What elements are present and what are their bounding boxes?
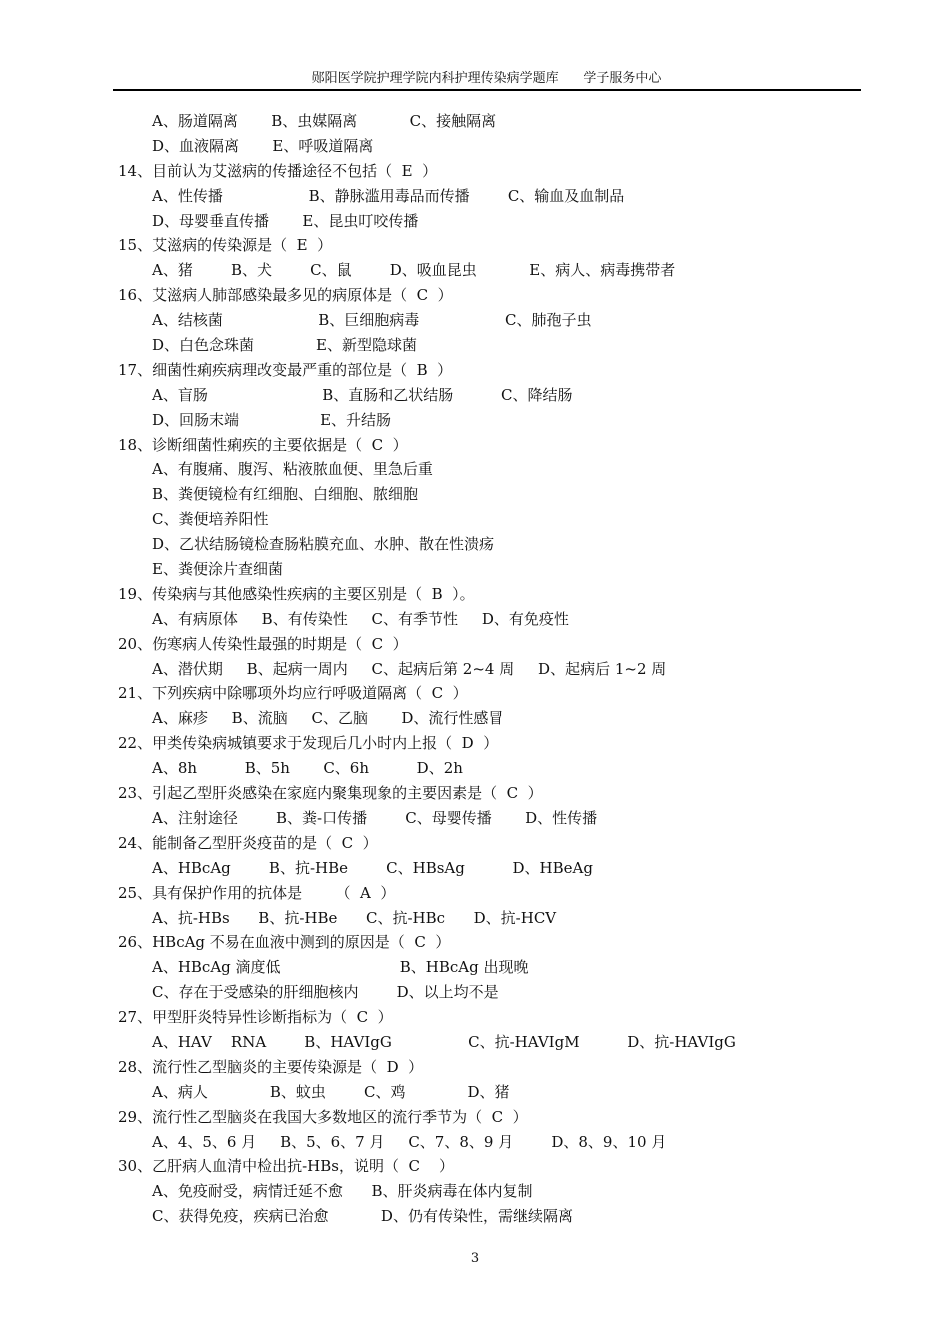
answer-options: B、粪便镜检有红细胞、白细胞、脓细胞 — [152, 485, 419, 504]
answer-options: A、有病原体 B、有传染性 C、有季节性 D、有免疫性 — [152, 609, 569, 628]
question-list — [118, 109, 858, 1229]
question-stem: 27、甲型肝炎特异性诊断指标为（ C ） — [118, 1008, 393, 1027]
answer-options: A、HBcAg 滴度低 B、HBcAg 出现晚 — [152, 958, 529, 977]
answer-options: A、性传播 B、静脉滥用毒品而传播 C、输血及血制品 — [152, 186, 625, 205]
answer-options: A、盲肠 B、直肠和乙状结肠 C、降结肠 — [152, 385, 573, 404]
answer-options: A、8h B、5h C、6h D、2h — [152, 759, 463, 778]
answer-options: C、获得免疫，疾病已治愈 D、仍有传染性，需继续隔离 — [152, 1207, 573, 1226]
answer-options: A、4、5、6 月 B、5、6、7 月 C、7、8、9 月 D、8、9、10 月 — [152, 1132, 667, 1151]
answer-options: C、存在于受感染的肝细胞核内 D、以上均不是 — [152, 983, 499, 1002]
answer-options: D、回肠末端 E、升结肠 — [152, 410, 392, 429]
question-stem: 29、流行性乙型脑炎在我国大多数地区的流行季节为（ C ） — [118, 1107, 528, 1126]
question-stem: 18、诊断细菌性痢疾的主要依据是（ C ） — [118, 435, 408, 454]
answer-options: A、免疫耐受，病情迁延不愈 B、肝炎病毒在体内复制 — [152, 1182, 533, 1201]
question-stem: 22、甲类传染病城镇要求于发现后几小时内上报（ D ） — [118, 734, 499, 753]
question-stem: 14、目前认为艾滋病的传播途径不包括（ E ） — [118, 161, 438, 180]
page-number: 3 — [470, 1251, 480, 1266]
question-stem: 30、乙肝病人血清中检出抗-HBs，说明（ C ） — [118, 1157, 455, 1176]
question-stem: 17、细菌性痢疾病理改变最严重的部位是（ B ） — [118, 360, 453, 379]
answer-options: E、粪便涂片查细菌 — [152, 560, 283, 579]
page-header: 郧阳医学院护理学院内科护理传染病学题库 学子服务中心 — [311, 71, 662, 86]
answer-options: D、母婴垂直传播 E、昆虫叮咬传播 — [152, 211, 419, 230]
question-stem: 19、传染病与其他感染性疾病的主要区别是（ B ）。 — [118, 584, 475, 603]
header-divider — [113, 89, 861, 91]
answer-options: A、肠道隔离 B、虫媒隔离 C、接触隔离 — [152, 112, 497, 130]
answer-options: A、HBcAg B、抗-HBe C、HBsAg D、HBeAg — [152, 858, 593, 877]
answer-options: C、粪便培养阳性 — [152, 510, 269, 529]
answer-options: D、血液隔离 E、呼吸道隔离 — [152, 136, 374, 155]
question-stem: 28、流行性乙型脑炎的主要传染源是（ D ） — [118, 1057, 424, 1076]
question-stem: 20、伤寒病人传染性最强的时期是（ C ） — [118, 634, 408, 653]
answer-options: A、病人 B、蚊虫 C、鸡 D、猪 — [152, 1082, 510, 1101]
answer-options: A、注射途径 B、粪-口传播 C、母婴传播 D、性传播 — [152, 808, 598, 827]
question-stem: 26、HBcAg 不易在血液中测到的原因是（ C ） — [118, 933, 451, 952]
question-stem: 16、艾滋病人肺部感染最多见的病原体是（ C ） — [118, 286, 453, 305]
answer-options: A、潜伏期 B、起病一周内 C、起病后第 2~4 周 D、起病后 1~2 周 — [152, 659, 667, 678]
answer-options: A、猪 B、犬 C、鼠 D、吸血昆虫 E、病人、病毒携带者 — [152, 261, 676, 280]
question-stem: 21、下列疾病中除哪项外均应行呼吸道隔离（ C ） — [118, 684, 468, 703]
answer-options: A、有腹痛、腹泻、粘液脓血便、里急后重 — [152, 460, 433, 479]
answer-options: A、HAV RNA B、HAVIgG C、抗-HAVIgM D、抗-HAVIgG — [152, 1032, 736, 1051]
question-stem: 24、能制备乙型肝炎疫苗的是（ C ） — [118, 833, 378, 852]
question-stem: 25、具有保护作用的抗体是 （ A ） — [118, 883, 396, 902]
answer-options: D、乙状结肠镜检查肠粘膜充血、水肿、散在性溃疡 — [152, 535, 495, 554]
answer-options: A、结核菌 B、巨细胞病毒 C、肺孢子虫 — [152, 311, 592, 330]
answer-options: A、麻疹 B、流脑 C、乙脑 D、流行性感冒 — [152, 709, 504, 728]
question-stem: 23、引起乙型肝炎感染在家庭内聚集现象的主要因素是（ C ） — [118, 784, 543, 803]
answer-options: D、白色念珠菌 E、新型隐球菌 — [152, 336, 417, 355]
answer-options: A、抗-HBs B、抗-HBe C、抗-HBc D、抗-HCV — [152, 908, 557, 927]
question-stem: 15、艾滋病的传染源是（ E ） — [118, 236, 333, 255]
